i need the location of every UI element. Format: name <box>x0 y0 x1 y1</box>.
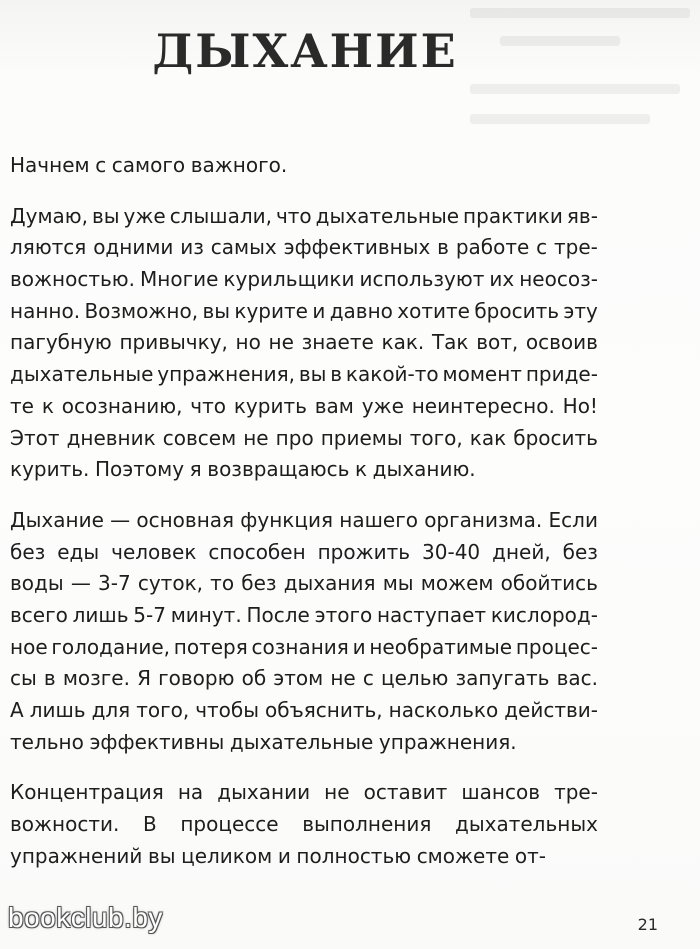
text-line: А лишь для того, чтобы объяснить, насколько действи- <box>10 698 598 722</box>
text-line: Думаю, вы уже слышали, что дыхательные практики яв- <box>10 203 598 228</box>
paragraph <box>10 777 598 872</box>
page-number: 21 <box>637 915 658 934</box>
paragraph <box>10 505 598 759</box>
text-line: без еды человек способен прожить 30-40 дней, без <box>10 539 598 564</box>
text-line: вожностью. Многие курильщики используют их неосоз- <box>10 267 598 292</box>
body-text <box>10 150 598 891</box>
text-line: всего лишь 5-7 минут. После этого наступает кислород- <box>10 602 598 627</box>
watermark-logo[interactable]: bookclub.by <box>8 902 163 933</box>
text-line: ное голодание, потеря сознания и необратимые процес- <box>10 634 598 659</box>
text-line: Этот дневник совсем не про приемы того, как бросить <box>10 425 598 450</box>
text-line: сы в мозге. Я говорю об этом не с целью запугать вас. <box>10 666 598 691</box>
text-line: ляются одними из самых эффективных в работе с тре- <box>10 235 598 260</box>
text-line: упражнений вы целиком и полностью сможете от- <box>10 843 546 868</box>
text-line: пагубную привычку, но не знаете как. Так вот, освоив <box>10 330 598 355</box>
chapter-heading: ДЫХАНИЕ <box>152 24 458 78</box>
text-line: Концентрация на дыхании не оставит шансов тре- <box>10 780 598 805</box>
text-line: Начнем с самого важного. <box>10 153 288 177</box>
text-line: тельно эффективны дыхательные упражнения. <box>10 729 517 754</box>
paragraph <box>10 201 598 486</box>
text-line: Дыхание — основная функция нашего организма. Если <box>10 507 598 532</box>
text-line: курить. Поэтому я возвращаюсь к дыханию. <box>10 457 476 482</box>
text-line: воды — 3-7 суток, то без дыхания мы можем обойтись <box>10 571 598 596</box>
text-line: те к осознанию, что курить вам уже неинтересно. Но! <box>10 393 598 418</box>
text-line: вожности. В процессе выполнения дыхательных <box>10 812 598 837</box>
paragraph <box>10 150 598 182</box>
text-line: дыхательные упражнения, вы в какой-то момент приде- <box>10 362 598 387</box>
text-line: нанно. Возможно, вы курите и давно хотите бросить эту <box>10 298 598 323</box>
